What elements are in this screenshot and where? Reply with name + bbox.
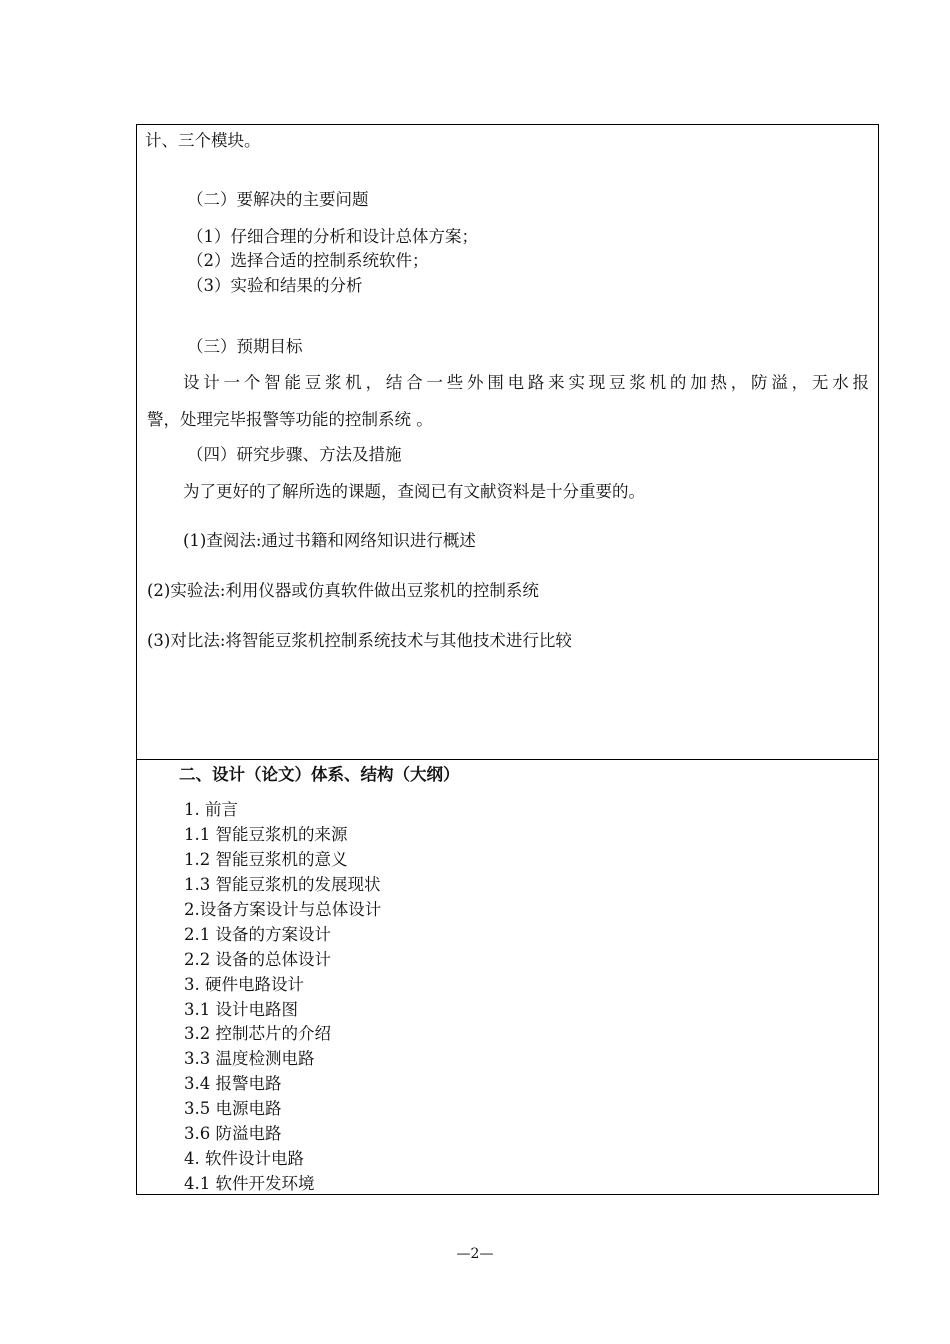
outline-item: 3. 硬件电路设计 — [184, 975, 304, 994]
page-number: —2— — [456, 1246, 494, 1262]
problem-item-1: （1）仔细合理的分析和设计总体方案； — [187, 227, 478, 246]
subheading-expected-goals: （三）预期目标 — [187, 337, 303, 356]
outline-item: 3.2 控制芯片的介绍 — [184, 1024, 331, 1043]
outline-item: 3.1 设计电路图 — [184, 1000, 298, 1019]
proposal-section-box — [136, 124, 879, 760]
subheading-research-steps: （四）研究步骤、方法及措施 — [187, 445, 402, 464]
goal-text-line-1: 设计一个智能豆浆机，结合一些外围电路来实现豆浆机的加热，防溢，无水报 — [183, 373, 869, 392]
outline-item: 3.3 温度检测电路 — [184, 1049, 315, 1068]
outline-item: 1. 前言 — [184, 800, 238, 819]
method-3: (3)对比法:将智能豆浆机控制系统技术与其他技术进行比较 — [147, 631, 572, 650]
outline-item: 2.设备方案设计与总体设计 — [184, 900, 382, 919]
outline-heading: 二、设计（论文）体系、结构（大纲） — [179, 765, 460, 784]
outline-item: 2.2 设备的总体设计 — [184, 950, 331, 969]
subheading-main-problems: （二）要解决的主要问题 — [187, 190, 369, 209]
outline-item: 1.1 智能豆浆机的来源 — [184, 825, 348, 844]
outline-item: 3.5 电源电路 — [184, 1099, 282, 1118]
outline-item: 1.3 智能豆浆机的发展现状 — [184, 875, 381, 894]
research-intro: 为了更好的了解所选的课题，查阅已有文献资料是十分重要的。 — [183, 482, 645, 501]
continued-text: 计、三个模块。 — [145, 131, 261, 150]
outline-item: 3.6 防溢电路 — [184, 1124, 282, 1143]
outline-item: 4.1 软件开发环境 — [184, 1174, 315, 1193]
outline-item: 3.4 报警电路 — [184, 1074, 282, 1093]
outline-item: 1.2 智能豆浆机的意义 — [184, 850, 348, 869]
problem-item-3: （3）实验和结果的分析 — [187, 276, 363, 295]
method-1: (1)查阅法:通过书籍和网络知识进行概述 — [183, 531, 476, 550]
problem-item-2: （2）选择合适的控制系统软件； — [187, 251, 429, 270]
outline-item: 2.1 设备的方案设计 — [184, 925, 331, 944]
goal-text-line-2: 警，处理完毕报警等功能的控制系统 。 — [147, 410, 433, 429]
outline-section-box — [136, 759, 879, 1195]
outline-item: 4. 软件设计电路 — [184, 1149, 304, 1168]
method-2: (2)实验法:利用仪器或仿真软件做出豆浆机的控制系统 — [147, 581, 539, 600]
